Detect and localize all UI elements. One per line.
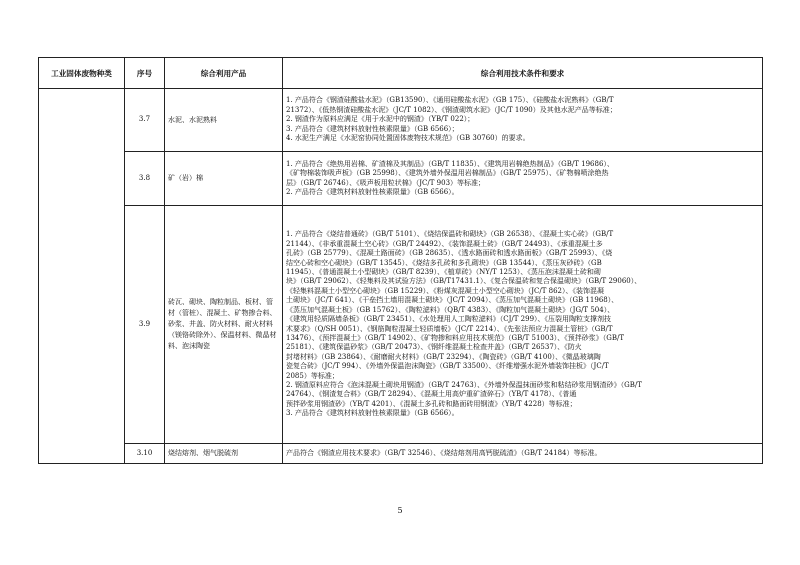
row-number: 3.9 — [125, 206, 165, 444]
row-number: 3.10 — [125, 444, 165, 464]
requirements-cell — [283, 444, 763, 464]
req-line: 1. 产品符合《烧结普通砖》（GB/T 5101）、《烧结保温砖和砌块》（GB 26538）、《混凝土实心砖》（GB/T — [286, 230, 614, 239]
table-row — [39, 89, 763, 152]
header-product: 综合利用产品 — [165, 58, 283, 89]
table-row — [39, 152, 763, 206]
req-line: 1. 产品符合《绝热用岩棉、矿渣棉及其制品》（GB/T 11835）、《建筑用岩棉绝热制品》（GB/T 19686）、 — [286, 159, 614, 168]
req-line: 土砌块》（JC/T 641）、《干垒挡土墙用混凝土砌块》（JC/T 2094）、《蒸压加气混凝土砌块》（GB 11968）、 — [286, 296, 619, 305]
requirements-cell — [283, 152, 763, 206]
requirements-cell — [283, 206, 763, 444]
row-number: 3.7 — [125, 89, 165, 152]
product-cell: 砖瓦、砌块、陶粒制品、板材、管材（管桩）、混凝土、矿物掺合料、砂浆、井盖、防火材料、耐火材料（镁铬砖除外）、保温材料、微晶材料、泡沫陶瓷 — [165, 206, 283, 444]
req-line: 《蒸压加气混凝土板》（GB 15762）、《陶粒滤料》（QB/T 4383）、《陶粒加气混凝土砌块》（JG/T 504）、 — [286, 305, 615, 314]
req-line: 2. 产品符合《建筑材料放射性核素限量》（GB 6566）。 — [286, 187, 459, 196]
header-requirements: 综合利用技术条件和要求 — [283, 58, 763, 89]
product-cell: 矿（岩）棉 — [165, 152, 283, 206]
product-cell: 水泥、水泥熟料 — [165, 89, 283, 152]
req-line: 《轻集料混凝土小型空心砌块》（GB 15229）、《粉煤灰混凝土小型空心砌块》（JC/T 862）、《装饰混凝 — [286, 286, 605, 295]
header-seq: 序号 — [125, 58, 165, 89]
req-line: 13476）、《预拌混凝土》（GB/T 14902）、《矿物掺和料应用技术规范》（GB/T 51003）、《预拌砂浆》（GB/T — [286, 333, 625, 342]
req-line: 层》（GB/T 26746）、《吸声板用粒状棉》（JC/T 903）等标准； — [286, 178, 486, 187]
req-line: 2. 钢渣原料应符合《泡沫混凝土砌块用钢渣》（GB/T 24763）、《外墙外保温抹面砂浆和粘结砂浆用钢渣砂》（GB/T — [286, 380, 642, 389]
req-line: 25181）、《建筑保温砂浆》（GB/T 20473）、《钢纤维混凝土检查井盖》（GB/T 26537）、《防火 — [286, 343, 582, 352]
req-line: 产品符合《钢渣应用技术要求》（GB/T 32546）、《烧结熔剂用高钙脱硫渣》（GB/T 24184）等标准。 — [286, 448, 602, 457]
req-line: 3. 产品符合《建筑材料放射性核素限量》（GB 6566）。 — [286, 409, 459, 418]
table-row — [39, 206, 763, 444]
req-line: 2. 钢渣作为原料应满足《用于水泥中的钢渣》（YB/T 022）； — [286, 115, 475, 124]
spec-table — [38, 57, 763, 464]
req-line: 24764）、《钢渣复合料》（GB/T 28294）、《混凝土用高炉重矿渣碎石》（YB/T 4178）、《普通 — [286, 390, 577, 399]
header-waste-type: 工业固体废物种类 — [39, 58, 125, 89]
req-line: 预拌砂浆用钢渣砂》（YB/T 4201）、《混凝土多孔砖和路面砖用钢渣》（YB/T 4228）等标准； — [286, 399, 577, 408]
waste-type-cell — [39, 89, 125, 464]
header-row — [39, 58, 763, 89]
req-line: 11945）、《普通混凝土小型砌块》（GB/T 8239）、《植草砖》（NY/T 1253）、《蒸压泡沫混凝土砖和砌 — [286, 268, 601, 277]
req-line: 4. 水泥生产满足《水泥窑协同处置固体废物技术规范》（GB 30760）的要求。 — [286, 134, 530, 143]
product-cell: 烧结熔剂、烟气脱硫剂 — [165, 444, 283, 464]
req-line: 1. 产品符合《钢渣硅酸盐水泥》（GB13590）、《通用硅酸盐水泥》（GB 175）、《硅酸盐水泥熟料》（GB/T — [286, 96, 614, 105]
req-line: 《建筑用轻质隔墙条板》（GB/T 23451）、《水处理用人工陶粒滤料》（CJ/T 299）、《压裂用陶粒支撑剂技 — [286, 315, 612, 324]
req-line: 21372）、《低热钢渣硅酸盐水泥》（JC/T 1082）、《钢渣砌筑水泥》（JC/T 1090）及其他水泥产品等标准； — [286, 105, 617, 114]
req-line: 块》（GB/T 29062）、《轻集料及其试验方法》（GB/T17431.1）、《复合保温砖和复合保温砌块》（GB/T 29060）、 — [286, 277, 642, 286]
req-line: 封堵材料》（GB 23864）、《耐磨耐火材料》（GB/T 23294）、《陶瓷砖》（GB/T 4100）、《微晶玻璃陶 — [286, 352, 601, 361]
req-line: 术要求》（Q/SH 0051）、《钢筋陶粒混凝土轻质墙板》（JC/T 2214）、《先张法预应力混凝土管桩》（GB/T — [286, 324, 613, 333]
req-line: 《矿物棉装饰吸声板》（GB 25998）、《建筑外墙外保温用岩棉制品》（GB/T 25975）、《矿物棉喷涂绝热 — [286, 169, 609, 178]
row-number: 3.8 — [125, 152, 165, 206]
req-line: 瓷复合砖》（JC/T 994）、《外墙外保温泡沫陶瓷》（GB/T 33500）、《纤维增强水泥外墙装饰挂板》（JC/T — [286, 362, 609, 371]
requirements-cell — [283, 89, 763, 152]
req-line: 3. 产品符合《建筑材料放射性核素限量》（GB 6566）； — [286, 124, 459, 133]
req-line: 结空心砖和空心砌块》（GB/T 13545）、《烧结多孔砖和多孔砌块》（GB 13544）、《蒸压灰砂砖》（GB — [286, 258, 602, 267]
page-number: 5 — [397, 506, 403, 515]
req-line: 2085）等标准； — [286, 371, 339, 380]
req-line: 21144）、《非承重混凝土空心砖》（GB/T 24492）、《装饰混凝土砖》（GB/T 24493）、《承重混凝土多 — [286, 239, 603, 248]
req-line: 孔砖》（GB 25779）、《混凝土路面砖》（GB 28635）、《透水路面砖和透水路面板》（GB/T 25993）、《烧 — [286, 249, 613, 258]
table-row — [39, 444, 763, 464]
